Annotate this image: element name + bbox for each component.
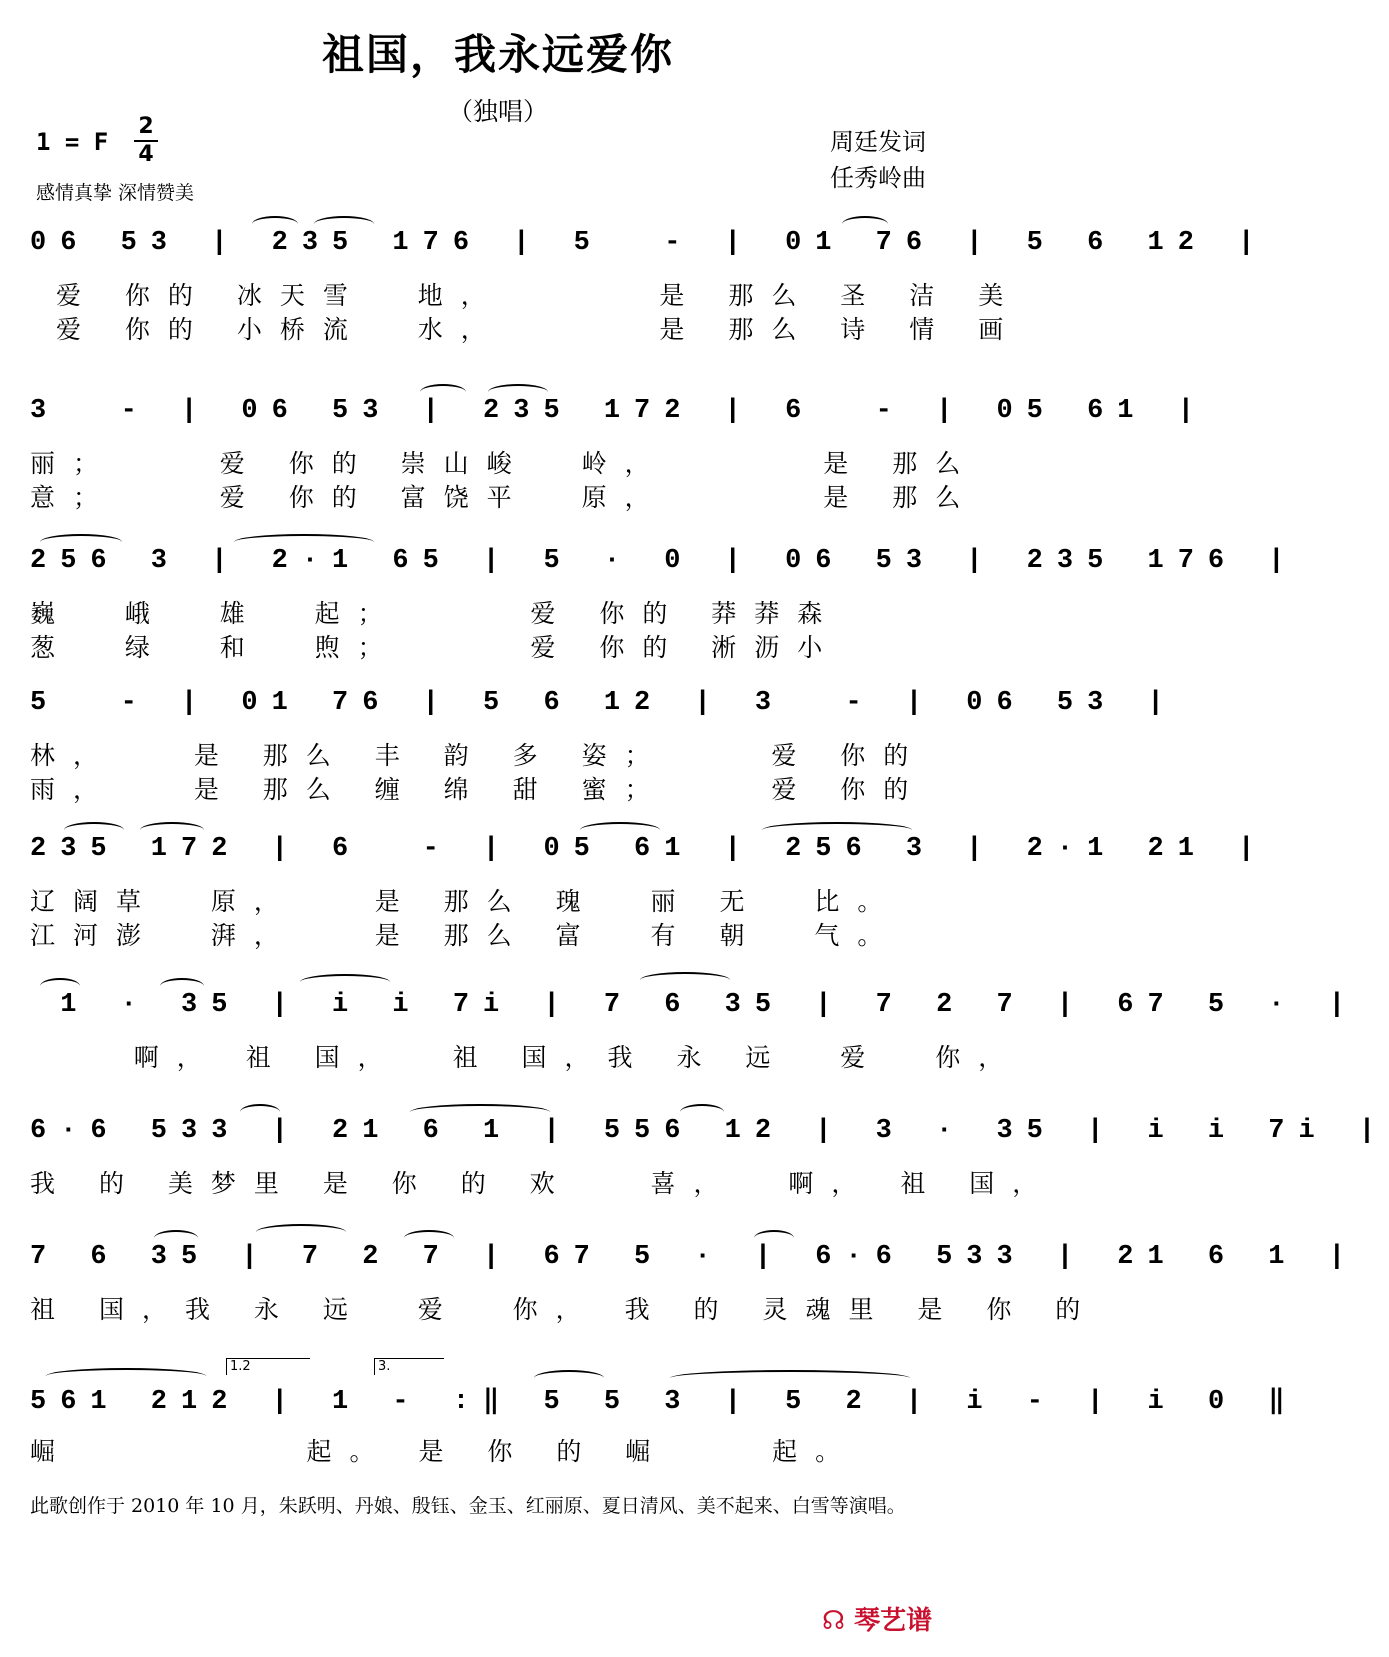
lyrics-line: 我 的 美梦里 是 你 的 欢 喜， 啊， 祖 国，: [30, 1169, 1056, 1198]
slur: [300, 974, 390, 990]
watermark-logo: [822, 1600, 932, 1637]
slur: [670, 1370, 910, 1386]
lyrics-verse-1: 丽； 爱 你的 崇山峻 岭， 是 那么: [30, 449, 979, 478]
lyrics-verse-1: 巍 峨 雄 起； 爱 你的 莽莽森: [30, 599, 841, 628]
volta-1-bracket: 1.2: [226, 1358, 310, 1375]
notation-line: [30, 688, 1178, 732]
volta-2-bracket: 3.: [374, 1358, 444, 1375]
notes: 235 172 | 6 - | 05 61 | 256 3 | 2·1 21 |: [30, 834, 1269, 864]
notes: 6·6 533 | 21 6 1 | 556 12 | 3 · 35 | i i 7i |: [30, 1116, 1389, 1146]
slur: [240, 1104, 280, 1120]
key-signature: 1 = F: [36, 128, 109, 156]
notes: 1 · 35 | i i 7i | 7 6 35 | 7 2 7 | 67 5 · |: [30, 990, 1359, 1020]
slur: [160, 978, 204, 994]
slur: [252, 216, 298, 232]
lyrics-verse-2: 意； 爱 你的 富饶平 原， 是 那么: [30, 483, 979, 512]
notes: 561 212 | 1 - :‖ 5 5 3 | 5 2 | i - | i 0 ‖: [30, 1387, 1299, 1417]
slur: [64, 822, 124, 838]
lyrics-line: 崛 起。 是 你 的 崛 起。: [30, 1437, 859, 1466]
notation-line: [30, 1384, 1299, 1428]
slur: [640, 972, 730, 988]
slur: [256, 1224, 346, 1240]
lyrics-verse-1: 辽阔草 原， 是 那么 瑰 丽 无 比。: [30, 887, 901, 916]
lyricist-credit: 周廷发词: [830, 128, 926, 156]
slur: [488, 384, 548, 400]
notes: 7 6 35 | 7 2 7 | 67 5 · | 6·6 533 | 21 6 1 |: [30, 1242, 1359, 1272]
slur: [46, 1368, 206, 1384]
watermark-text: 琴艺谱: [854, 1606, 933, 1636]
slur: [40, 534, 122, 550]
notation-line: [30, 396, 1208, 440]
slur: [762, 822, 912, 838]
slur: [154, 1230, 198, 1246]
slur: [580, 822, 660, 838]
slur: [842, 216, 888, 232]
slur: [420, 384, 466, 400]
notation-line: [30, 1242, 1359, 1286]
notation-line: [30, 228, 1269, 272]
qinyipu-logo-icon: ☊: [822, 1606, 846, 1636]
notation-line: [30, 834, 1269, 878]
lyrics-line: 啊， 祖 国， 祖 国，我 永 远 爱 你，: [30, 1043, 1022, 1072]
lyrics-verse-2: 葱 绿 和 煦； 爱 你的 淅沥小: [30, 633, 841, 662]
notation-line: [30, 1116, 1389, 1160]
slur: [140, 822, 204, 838]
meter-top: 2: [138, 114, 154, 139]
lyrics-verse-2: 雨， 是 那么 缠 绵 甜 蜜； 爱 你的: [30, 775, 927, 804]
slur: [314, 216, 374, 232]
slur: [40, 978, 80, 994]
song-title: 祖国，我永远爱你: [321, 30, 674, 79]
notes: 06 53 | 235 176 | 5 - | 01 76 | 5 6 12 |: [30, 228, 1269, 258]
notation-line: [30, 990, 1359, 1034]
time-signature: [134, 114, 158, 168]
slur: [404, 1230, 454, 1246]
notes: 256 3 | 2·1 65 | 5 · 0 | 06 53 | 235 176 |: [30, 546, 1299, 576]
lyrics-verse-2: 爱 你的 小桥流 水， 是 那么 诗 情 画: [30, 315, 1022, 344]
slur: [410, 1104, 550, 1120]
lyrics-verse-2: 江河澎 湃， 是 那么 富 有 朝 气。: [30, 921, 901, 950]
notation-line: [30, 546, 1299, 590]
notes: 5 - | 01 76 | 5 6 12 | 3 - | 06 53 |: [30, 688, 1178, 718]
expression-mark: 感情真挚 深情赞美: [36, 182, 195, 204]
song-subtitle: （独唱）: [447, 97, 548, 126]
slur: [680, 1104, 724, 1120]
composer-credit: 任秀岭曲: [830, 164, 926, 192]
slur: [754, 1230, 794, 1246]
lyrics-verse-1: 爱 你的 冰天雪 地， 是 那么 圣 洁 美: [30, 281, 1022, 310]
notes: 3 - | 06 53 | 235 172 | 6 - | 05 61 |: [30, 396, 1208, 426]
meter-bottom: 4: [134, 140, 158, 168]
slur: [534, 1370, 604, 1386]
lyrics-verse-1: 林， 是 那么 丰 韵 多 姿； 爱 你的: [30, 741, 927, 770]
song-footnote: 此歌创作于 2010 年 10 月，朱跃明、丹娘、殷钰、金玉、红丽原、夏日清风、美不起来、白雪等演唱。: [30, 1495, 906, 1517]
slur: [234, 534, 374, 550]
lyrics-line: 祖 国，我 永 远 爱 你， 我 的 灵魂里 是 你 的: [30, 1295, 1099, 1324]
